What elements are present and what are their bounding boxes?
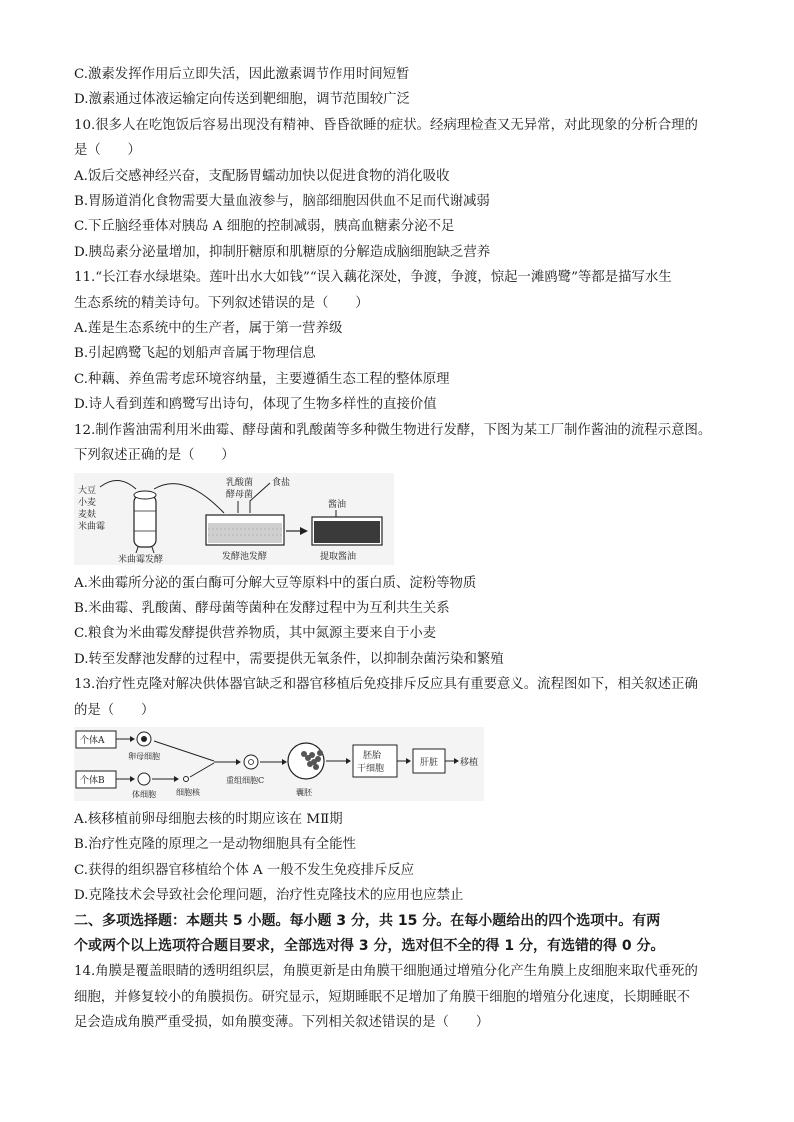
text-line: 的是（ ） <box>74 702 155 718</box>
microbe-label: 乳酸菌 <box>226 477 254 488</box>
option-line: D.胰岛素分泌量增加，抑制肝糖原和肌糖原的分解造成脑细胞缺乏营养 <box>74 244 491 260</box>
option-line: B.引起鸥鹭飞起的划船声音属于物理信息 <box>74 346 316 362</box>
text-line: C.激素发挥作用后立即失活，因此激素调节作用时间短暂 <box>74 67 410 82</box>
recombinant-nucleus-icon <box>249 759 254 764</box>
section-heading-line: 二、多项选择题：本题共 5 小题。每小题 3 分，共 15 分。在每小题给出的四个选项中。有两 <box>74 912 661 929</box>
microbe-label: 酵母菌 <box>226 489 254 500</box>
block-q9-q12 <box>74 62 734 469</box>
content-column <box>74 62 734 1036</box>
section-heading-multiple-choice <box>74 909 734 960</box>
stem-cell-label: 胚胎 <box>363 750 382 761</box>
stage-label: 发酵池发酵 <box>222 551 268 562</box>
salt-label: 食盐 <box>272 477 291 488</box>
text-line: D.激素通过体液运输定向传送到靶细胞，调节范围较广泛 <box>74 92 410 108</box>
text-line: 生态系统的精美诗句。下列叙述错误的是（ ） <box>74 295 369 311</box>
individual-a-label: 个体A <box>80 735 105 746</box>
text-line: 足会造成角膜严重受损，如角膜变薄。下列相关叙述错误的是（ ） <box>74 1015 490 1031</box>
nucleus-icon <box>184 776 189 781</box>
text-line: 细胞，并修复较小的角膜损伤。研究显示，短期睡眠不足增加了角膜干细胞的增殖分化速度，长期睡眠不 <box>74 989 690 1005</box>
option-line: C.粮食为米曲霉发酵提供营养物质，其中氮源主要来自于小麦 <box>74 626 437 642</box>
recombinant-cell-label: 重组细胞C <box>226 775 265 785</box>
section-heading-line: 个或两个以上选项符合题目要求，全部选对得 3 分，选对但不全的得 1 分，有选错的得 0 分。 <box>74 937 665 954</box>
nucleus-label: 细胞核 <box>176 787 200 797</box>
option-line: D.转至发酵池发酵的过程中，需要提供无氧条件，以抑制杂菌污染和繁殖 <box>74 651 504 667</box>
option-line: D.诗人看到莲和鸥鹭写出诗句，体现了生物多样性的直接价值 <box>74 397 437 413</box>
block-q14 <box>74 959 734 1035</box>
text-line: 是（ ） <box>74 143 141 159</box>
oocyte-nucleus-icon <box>141 736 147 742</box>
body-cell-icon <box>138 773 150 785</box>
question-11-stem: 11.“长江春水绿堪染。莲叶出水大如钱”“误入藕花深处，争渡，争渡，惊起一滩鸥鹭”等都是描写水生 <box>74 270 672 286</box>
question-13-stem: 13.治疗性克隆对解决供体器官缺乏和器官移植后免疫排斥反应具有重要意义。流程图如下，相关叙述正确 <box>74 677 698 693</box>
stem-cell-label: 干细胞 <box>357 763 385 774</box>
question-10-stem: 10.很多人在吃饱饭后容易出现没有精神、昏昏欲睡的症状。经病理检查又无异常，对此现象的分析合理的 <box>74 117 698 133</box>
option-line: A.米曲霉所分泌的蛋白酶可分解大豆等原料中的蛋白质、淀粉等物质 <box>74 575 477 591</box>
option-line: C.下丘脑经垂体对胰岛 A 细胞的控制减弱，胰高血糖素分泌不足 <box>74 219 455 235</box>
product-label: 酱油 <box>328 499 347 510</box>
stage-label: 米曲霉发酵 <box>118 554 164 565</box>
option-line: A.核移植前卵母细胞去核的时期应该在 MⅡ期 <box>74 811 343 827</box>
soy-sauce-process-figure <box>74 473 734 565</box>
option-line: B.胃肠道消化食物需要大量血液参与，脑部细胞因供血不足而代谢减弱 <box>74 194 490 210</box>
raw-material-label: 大豆 <box>78 485 97 496</box>
block-q13-options <box>74 807 734 909</box>
soy-sauce-diagram <box>74 473 394 565</box>
transplant-label: 移植 <box>460 757 479 768</box>
fermentation-pool-icon <box>206 515 284 545</box>
body-cell-label: 体细胞 <box>132 789 156 799</box>
text-line: 下列叙述正确的是（ ） <box>74 448 235 464</box>
question-12-stem: 12.制作酱油需利用米曲霉、酵母菌和乳酸菌等多种微生物进行发酵，下图为某工厂制作酱油的流程示意图。 <box>74 422 712 438</box>
cloning-flow-diagram <box>74 727 484 801</box>
blastocyst-label: 囊胚 <box>296 787 312 797</box>
option-line: A.莲是生态系统中的生产者，属于第一营养级 <box>74 321 343 337</box>
stage-label: 提取酱油 <box>320 551 357 562</box>
option-line: C.种藕、养鱼需考虑环境容纳量，主要遵循生态工程的整体原理 <box>74 371 450 387</box>
individual-b-label: 个体B <box>80 775 105 786</box>
blastocyst-icon <box>288 743 324 779</box>
option-line: C.获得的组织器官移植给个体 A 一般不发生免疫排斥反应 <box>74 862 415 878</box>
oocyte-label: 卵母细胞 <box>128 751 160 761</box>
raw-material-label: 麦麸 <box>78 509 97 520</box>
option-line: B.米曲霉、乳酸菌、酵母菌等菌种在发酵过程中为互利共生关系 <box>74 600 450 616</box>
raw-material-label: 米曲霉 <box>78 521 106 532</box>
question-14-stem: 14.角膜是覆盖眼睛的透明组织层，角膜更新是由角膜干细胞通过增殖分化产生角膜上皮细胞来取代垂死的 <box>74 964 698 980</box>
product-tank-icon <box>312 517 382 545</box>
option-line: A.饭后交感神经兴奋，支配肠胃蠕动加快以促进食物的消化吸收 <box>74 168 450 184</box>
therapeutic-cloning-figure <box>74 727 734 801</box>
fermenter-tank-icon <box>134 491 156 553</box>
block-q12-options <box>74 571 734 723</box>
option-line: D.克隆技术会导致社会伦理问题，治疗性克隆技术的应用也应禁止 <box>74 888 464 904</box>
raw-material-label: 小麦 <box>78 497 97 508</box>
liver-label: 肝脏 <box>420 757 439 768</box>
option-line: B.治疗性克隆的原理之一是动物细胞具有全能性 <box>74 837 356 853</box>
